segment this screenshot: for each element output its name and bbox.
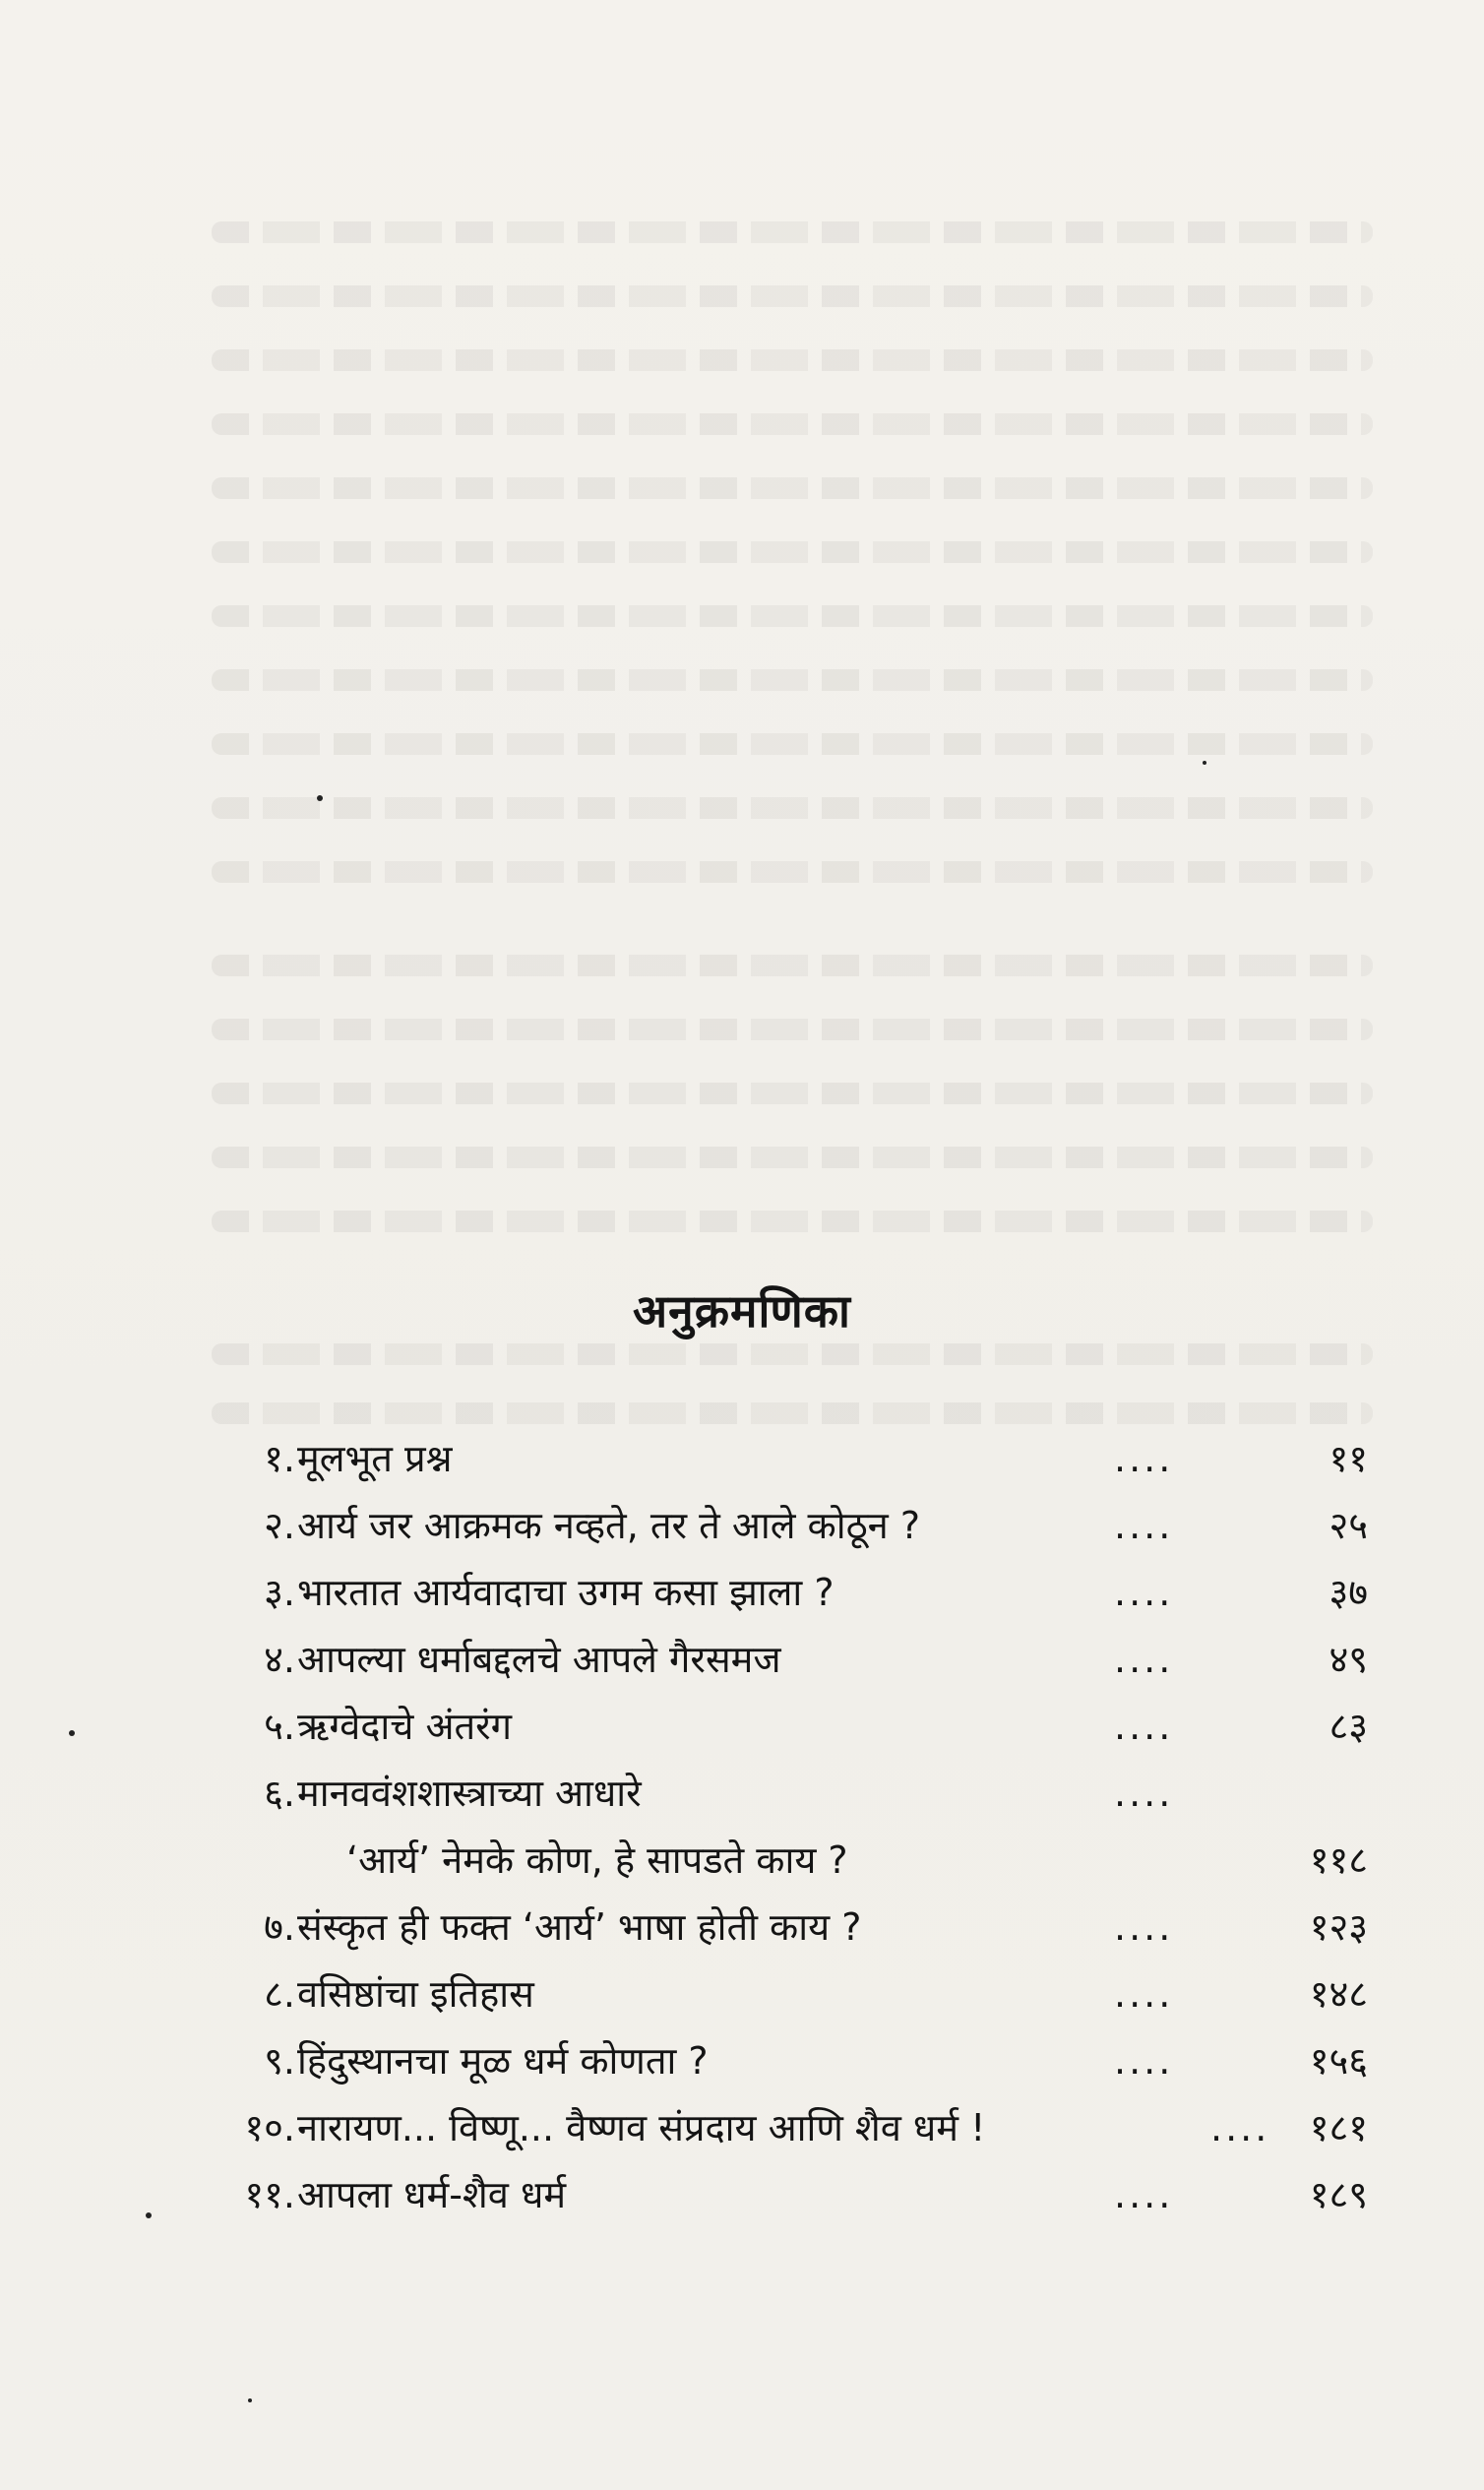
bleed-through-line: [212, 861, 1373, 883]
entry-page-number: ८३: [1329, 1705, 1368, 1748]
toc-entry: [216, 2098, 1368, 2157]
entry-title: ऋग्वेदाचे अंतरंग: [297, 1705, 513, 1748]
entry-number: २.: [264, 1504, 295, 1547]
entry-page-number: ११८: [1309, 1838, 1368, 1882]
bleed-through-line: [212, 1083, 1373, 1104]
entry-title: नारायण... विष्णू... वैष्णव संप्रदाय आणि शैव धर्म !: [297, 2106, 986, 2149]
toc-entry-continuation: [216, 1831, 1368, 1890]
entry-leader-dots: ....: [1114, 1504, 1174, 1547]
entry-page-number: १८१: [1309, 2106, 1368, 2149]
entry-page-number: ३७: [1329, 1571, 1368, 1614]
entry-title: मानववंशशास्त्राच्या आधारे: [297, 1772, 642, 1815]
bleed-through-line: [212, 797, 1373, 819]
entry-page-number: १८९: [1309, 2173, 1368, 2216]
bleed-through-line: [212, 1147, 1373, 1168]
entry-page-number: १४८: [1309, 1972, 1368, 2016]
entry-number: ८.: [264, 1972, 295, 2016]
bleed-through-line: [212, 477, 1373, 499]
bleed-through-line: [212, 1402, 1373, 1424]
entry-number: ३.: [264, 1571, 295, 1614]
entry-leader-dots: ....: [1114, 1437, 1174, 1480]
entry-page-number: १२३: [1309, 1905, 1368, 1949]
bleed-through-line: [212, 1343, 1373, 1365]
toc-entry: [216, 1563, 1368, 1622]
toc-entry: [216, 1697, 1368, 1756]
entry-leader-dots: ....: [1114, 1571, 1174, 1614]
ink-speck: [146, 2212, 152, 2218]
bleed-through-line: [212, 541, 1373, 563]
bleed-through-line: [212, 669, 1373, 691]
bleed-through-line: [212, 733, 1373, 755]
entry-number: ४.: [264, 1638, 295, 1681]
toc-entry: [216, 1964, 1368, 2023]
ink-speck: [248, 2398, 252, 2402]
ink-speck: [317, 795, 323, 801]
toc-entry: [216, 1898, 1368, 1957]
entry-number: ७.: [264, 1905, 295, 1949]
entry-leader-dots: ....: [1114, 1772, 1174, 1815]
bleed-through-line: [212, 955, 1373, 976]
entry-number: ११.: [244, 2173, 295, 2216]
entry-title: हिंदुस्थानचा मूळ धर्म कोणता ?: [297, 2039, 709, 2083]
toc-entry: [216, 2031, 1368, 2090]
ink-speck: [1203, 761, 1206, 765]
entry-leader-dots: ....: [1114, 1638, 1174, 1681]
entry-title: आपल्या धर्माबद्दलचे आपले गैरसमज: [297, 1638, 781, 1681]
entry-title: वसिष्ठांचा इतिहास: [297, 1972, 534, 2016]
toc-entry: [216, 1630, 1368, 1689]
entry-number: ६.: [264, 1772, 295, 1815]
entry-title: मूलभूत प्रश्न: [297, 1437, 453, 1480]
toc-entry: [216, 1496, 1368, 1555]
toc-entry: [216, 1429, 1368, 1488]
bleed-through-line: [212, 413, 1373, 435]
entry-number: १०.: [244, 2106, 295, 2149]
bleed-through-line: [212, 605, 1373, 627]
entry-title: भारतात आर्यवादाचा उगम कसा झाला ?: [297, 1571, 835, 1614]
entry-leader-dots: ....: [1114, 1972, 1174, 2016]
entry-title: आर्य जर आक्रमक नव्हते, तर ते आले कोठून ?: [297, 1504, 920, 1547]
entry-number: ९.: [264, 2039, 295, 2083]
ink-speck: [69, 1730, 75, 1736]
bleed-through-line: [212, 1211, 1373, 1232]
entry-title: आपला धर्म-शैव धर्म: [297, 2173, 567, 2216]
entry-title: ‘आर्य’ नेमके कोण, हे सापडते काय ?: [346, 1838, 848, 1882]
bleed-through-line: [212, 285, 1373, 307]
entry-page-number: १५६: [1309, 2039, 1368, 2083]
entry-leader-dots: ....: [1210, 2106, 1270, 2149]
entry-leader-dots: ....: [1114, 1705, 1174, 1748]
entry-number: ५.: [264, 1705, 295, 1748]
bleed-through-line: [212, 349, 1373, 371]
entry-page-number: ११: [1329, 1437, 1368, 1480]
entry-leader-dots: ....: [1114, 1905, 1174, 1949]
toc-entry: [216, 1764, 1368, 1823]
entry-page-number: २५: [1329, 1504, 1368, 1547]
toc-heading: अनुक्रमणिका: [633, 1284, 851, 1338]
entry-page-number: ४९: [1329, 1638, 1368, 1681]
entry-number: १.: [264, 1437, 295, 1480]
bleed-through-line: [212, 1019, 1373, 1040]
bleed-through-line: [212, 221, 1373, 243]
entry-title: संस्कृत ही फक्त ‘आर्य’ भाषा होती काय ?: [297, 1905, 862, 1949]
entry-leader-dots: ....: [1114, 2039, 1174, 2083]
entry-leader-dots: ....: [1114, 2173, 1174, 2216]
toc-entry: [216, 2165, 1368, 2224]
